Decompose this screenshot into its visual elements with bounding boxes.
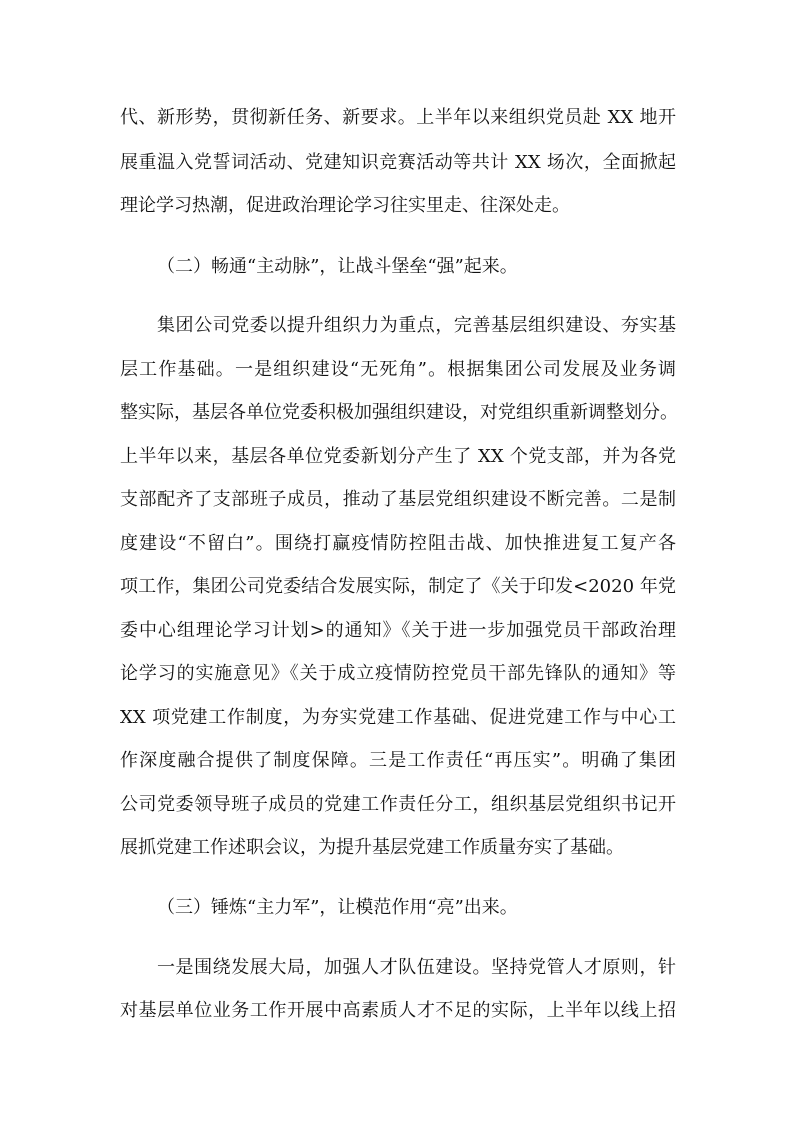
section-heading-3: （三）锤炼“主力军”，让模范作用“亮”出来。 [157, 897, 518, 918]
paragraph-3-line-4: 上半年以来，基层各单位党委新划分产生了 XX 个党支部，并为各党 [120, 446, 676, 467]
section-heading-2: （二）畅通“主动脉”，让战斗堡垒“强”起来。 [157, 256, 518, 277]
paragraph-3-line-2: 层工作基础。一是组织建设“无死角”。根据集团公司发展及业务调 [120, 359, 676, 380]
paragraph-5-line-2: 对基层单位业务工作开展中高素质人才不足的实际，上半年以线上招 [120, 1000, 676, 1021]
paragraph-1-line-3: 理论学习热潮，促进政治理论学习往实里走、往深处走。 [120, 195, 570, 216]
paragraph-5-line-1: 一是围绕发展大局，加强人才队伍建设。坚持党管人才原则，针 [157, 957, 676, 978]
paragraph-1-line-1: 代、新形势，贯彻新任务、新要求。上半年以来组织党员赴 XX 地开 [120, 107, 676, 128]
paragraph-3-line-3: 整实际，基层各单位党委积极加强组织建设，对党组织重新调整划分。 [120, 402, 678, 423]
paragraph-3-line-9: 论学习的实施意见》《关于成立疫情防控党员干部先锋队的通知》等 [120, 663, 676, 684]
paragraph-3-line-1: 集团公司党委以提升组织力为重点，完善基层组织建设、夯实基 [157, 315, 676, 336]
paragraph-3-line-7: 项工作，集团公司党委结合发展实际，制定了《关于印发<2020 年党 [120, 576, 677, 597]
paragraph-1-line-2: 展重温入党誓词活动、党建知识竞赛活动等共计 XX 场次，全面掀起 [120, 152, 676, 173]
paragraph-3-line-8: 委中心组理论学习计划>的通知》《关于进一步加强党员干部政治理 [120, 620, 676, 641]
paragraph-3-line-12: 公司党委领导班子成员的党建工作责任分工，组织基层党组织书记开 [120, 794, 676, 815]
paragraph-3-line-13: 展抓党建工作述职会议，为提升基层党建工作质量夯实了基础。 [120, 837, 624, 858]
paragraph-3-line-5: 支部配齐了支部班子成员，推动了基层党组织建设不断完善。二是制 [120, 489, 676, 510]
paragraph-3-line-6: 度建设“不留白”。围绕打赢疫情防控阻击战、加快推进复工复产各 [120, 533, 676, 554]
paragraph-3-line-10: XX 项党建工作制度，为夯实党建工作基础、促进党建工作与中心工 [120, 707, 676, 728]
paragraph-3-line-11: 作深度融合提供了制度保障。三是工作责任“再压实”。明确了集团 [120, 750, 676, 771]
